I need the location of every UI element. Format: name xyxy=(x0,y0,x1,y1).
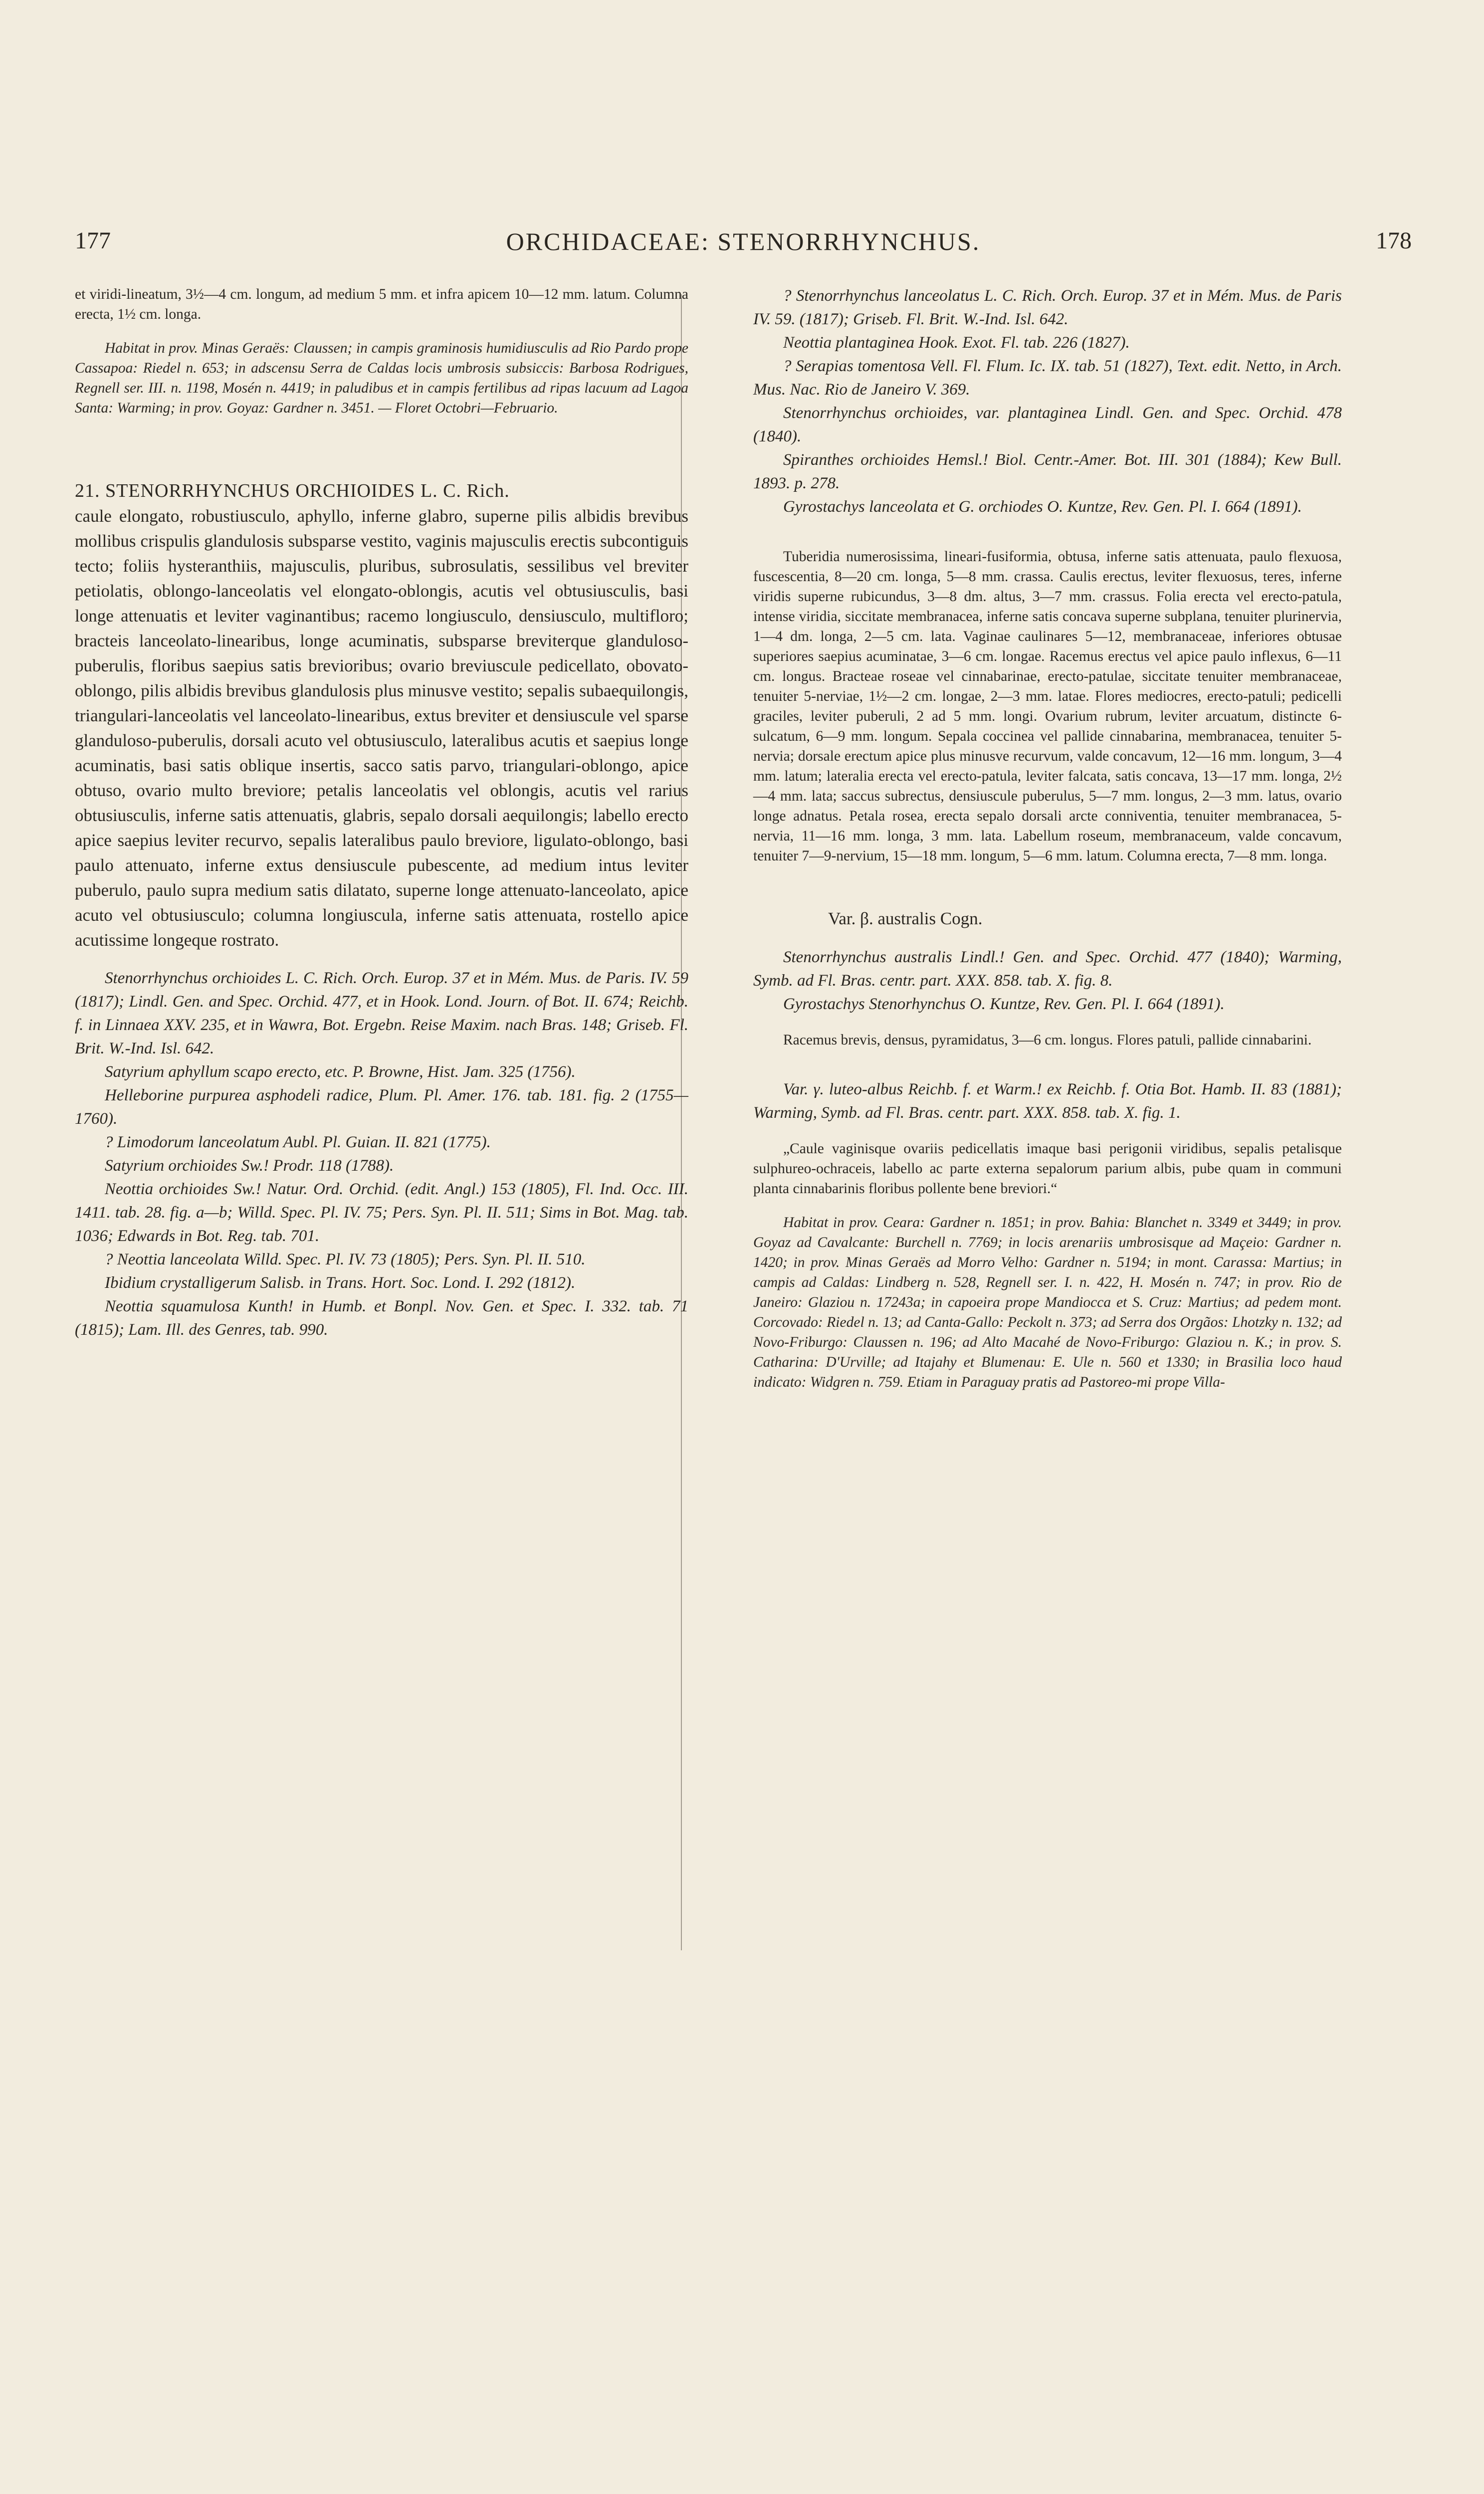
synonym-entry: Neottia plantaginea Hook. Exot. Fl. tab. 226 (1827). xyxy=(783,334,1130,352)
continued-description: et viridi-lineatum, 3½—4 cm. longum, ad medium 5 mm. et infra apicem 10—12 mm. latum. Columna erecta, 1½ cm. longa. xyxy=(75,286,688,322)
synonym-entry: ? Stenorrhynchus lanceolatus L. C. Rich. Orch. Europ. 37 et in Mém. Mus. de Paris IV. 59. (1817); Griseb. Fl. Brit. W.-Ind. Isl. 642. xyxy=(753,287,1342,328)
synonym-entry: Gyrostachys Stenorhynchus O. Kuntze, Rev. Gen. Pl. I. 664 (1891). xyxy=(783,995,1225,1013)
synonym-entry: Satyrium orchioides Sw.! Prodr. 118 (1788). xyxy=(105,1157,394,1175)
synonym-entry: Stenorrhynchus orchioides L. C. Rich. Orch. Europ. 37 et in Mém. Mus. de Paris. IV. 59 (1817); Lindl. Gen. and Spec. Orchid. 477, et in Hook. Lond. Journ. of Bot. II. 674; Reichb. f. in Linnaea XXV. 235, et in Wawra, Bot. Ergebn. Reise Maxim. nach Bras. 148; Griseb. Fl. Brit. W.-Ind. Isl. 642. xyxy=(75,969,688,1057)
synonym-entry: Neottia orchioides Sw.! Natur. Ord. Orchid. (edit. Angl.) 153 (1805), Fl. Ind. Occ. III. 1411. tab. 28. fig. a—b; Willd. Spec. Pl. IV. 75; Pers. Syn. Pl. II. 511; Sims in Bot. Mag. tab. 1036; Edwards in Bot. Reg. tab. 701. xyxy=(75,1180,688,1245)
synonym-entry: Neottia squamulosa Kunth! in Humb. et Bonpl. Nov. Gen. et Spec. I. 332. tab. 71 (1815); Lam. Ill. des Genres, tab. 990. xyxy=(75,1297,688,1339)
right-column xyxy=(753,284,1342,1392)
variety-beta-heading: Var. β. australis Cogn. xyxy=(828,909,983,928)
synonymy-list xyxy=(753,284,1342,519)
variety-beta-description: Racemus brevis, densus, pyramidatus, 3—6 cm. longus. Flores patuli, pallide cinnabarini. xyxy=(783,1032,1312,1048)
synonym-entry: Stenorrhynchus orchioides, var. plantaginea Lindl. Gen. and Spec. Orchid. 478 (1840). xyxy=(753,404,1342,445)
morphology-description: Tuberidia numerosissima, lineari-fusiformia, obtusa, inferne satis attenuata, paulo flexuosa, fuscescentia, 8—20 cm. longa, 5—8 mm. crassa. Caulis erectus, leviter flexuosus, teres, inferne viridis superne rubicundus, 3—8 dm. altus, 3—7 mm. crassus. Folia erecta vel erecto-patula, intense viridia, siccitate membranacea, inferne satis concava superne subplana, tenuiter plurinervia, 1—4 dm. longa, 2—5 cm. lata. Vaginae caulinares 5—12, membranaceae, inferiores obtusae superiores saepius acuminatae, 3—6 cm. longae. Racemus erectus vel apice paulo inflexus, 6—11 cm. longus. Bracteae roseae vel cinnabarinae, erecto-patulae, siccitate tenuiter membranaceae, tenuiter 5-nerviae, 1½—2 cm. longae, 2—3 mm. latae. Flores mediocres, erecto-patuli; pedicelli graciles, leviter puberuli, 2 ad 5 mm. longi. Ovarium rubrum, leviter arcuatum, distincte 6-sulcatum, 6—9 mm. longum. Sepala coccinea vel pallide cinnabarina, membranacea, tenuiter 5-nervia; dorsale erectum apice plus minusve recurvum, valde concavum, 12—16 mm. longum, 3—4 mm. latum; lateralia erecta vel erecto-patula, leviter falcata, satis concava, 13—17 mm. longa, 2½—4 mm. lata; saccus subrectus, densiuscule puberulus, 5—7 mm. longus, 2—3 mm. latus, ovario longe adnatus. Petala rosea, erecta sepalo dorsali arcte conniventia, tenuiter membranacea, 5-nervia, 11—16 mm. longa, 3 mm. lata. Labellum roseum, membranaceum, valde concavum, tenuiter 7—9-nervium, 15—18 mm. longum, 5—6 mm. latum. Columna erecta, 7—8 mm. longa. xyxy=(753,549,1342,864)
synonym-entry: ? Serapias tomentosa Vell. Fl. Flum. Ic. IX. tab. 51 (1827), Text. edit. Netto, in Arch. Mus. Nac. Rio de Janeiro V. 369. xyxy=(753,357,1342,399)
running-title: ORCHIDACEAE: STENORRHYNCHUS. xyxy=(506,227,981,255)
synonym-entry: Gyrostachys lanceolata et G. orchiodes O. Kuntze, Rev. Gen. Pl. I. 664 (1891). xyxy=(783,498,1302,516)
page-header xyxy=(75,227,1412,267)
variety-gamma-heading: Var. γ. luteo-albus Reichb. f. et Warm.! ex Reichb. f. Otia Bot. Hamb. II. 83 (1881); Warming, Symb. ad Fl. Bras. centr. part. XXX. 858. tab. X. fig. 1. xyxy=(753,1080,1342,1122)
synonym-entry: Stenorrhynchus australis Lindl.! Gen. and Spec. Orchid. 477 (1840); Warming, Symb. ad Fl. Bras. centr. part. XXX. 858. tab. X. fig. 8. xyxy=(753,948,1342,990)
habitat-paragraph: Habitat in prov. Minas Geraës: Claussen; in campis graminosis humidiusculis ad Rio Pardo prope Cassapoa: Riedel n. 653; in adscensu Serra de Caldas locis umbrosis subsiccis: Barbosa Rodrigues, Regnell ser. III. n. 1198, Mosén n. 4419; in paludibus et in campis fertilibus ad ripas lacuum ad Lagoa Santa: Warming; in prov. Goyaz: Gardner n. 3451. — Floret Octobri—Februario. xyxy=(75,340,688,416)
synonymy-list xyxy=(75,967,688,1342)
page-number-left: 177 xyxy=(75,227,111,254)
synonym-entry: Ibidium crystalligerum Salisb. in Trans. Hort. Soc. Lond. I. 292 (1812). xyxy=(105,1274,576,1292)
habitat-paragraph: Habitat in prov. Ceara: Gardner n. 1851; in prov. Bahia: Blanchet n. 3349 et 3449; in prov. Goyaz ad Cavalcante: Burchell n. 7769; in locis arenariis umbrosisque ad Maçeio: Gardner n. 1420; in prov. Minas Geraës ad Morro Velho: Gardner n. 5194; in mont. Carassa: Martius; in campis ad Caldas: Lindberg n. 528, Regnell ser. I. n. 422, H. Mosén n. 747; in prov. Rio de Janeiro: Glaziou n. 17243a; in capoeira prope Mandiocca et S. Cruz: Martius; ad pedem mont. Corcovado: Riedel n. 13; ad Canta-Gallo: Peckolt n. 373; ad Serra dos Orgãos: Lhotzky n. 132; ad Novo-Friburgo: Claussen n. 196; ad Alto Macahé de Novo-Friburgo: Glaziou n. K.; in prov. S. Catharina: D'Urville; ad Itajahy et Blumenau: E. Ule n. 560 et 1330; in Brasilia loco haud indicato: Widgren n. 759. Etiam in Paraguay pratis ad Pastoreo-mi prope Villa- xyxy=(753,1215,1342,1390)
left-column xyxy=(75,284,688,1342)
synonym-entry: ? Neottia lanceolata Willd. Spec. Pl. IV. 73 (1805); Pers. Syn. Pl. II. 510. xyxy=(105,1250,586,1268)
species-heading: 21. STENORRHYNCHUS ORCHIOIDES L. C. Rich. xyxy=(75,480,510,501)
species-description: caule elongato, robustiusculo, aphyllo, inferne glabro, superne pilis albidis brevibus mollibus crispulis glandulosis subsparse vestito, vaginis majusculis erectis subcontiguis tecto; foliis hysteranthiis, majusculis, pluribus, subrosulatis, sessilibus vel breviter petiolatis, oblongo-lanceolatis vel elongato-oblongis, acutis vel obtusiusculis, basi longe attenuatis et leviter vaginantibus; racemo longiusculo, densiusculo, multifloro; bracteis lanceolato-linearibus, longe acuminatis, subsparse breviterque glanduloso-puberulis, floribus saepius satis brevioribus; ovario breviuscule pedicellato, obovato-oblongo, pilis albidis brevibus glandulosis plus minusve vestito; sepalis subaequilongis, triangulari-lanceolatis vel lanceolato-linearibus, extus breviter et densiuscule vel sparse glanduloso-puberulis, dorsali acuto vel obtusiusculo, lateralibus acutis et saepius longe acuminatis, basi satis oblique insertis, sacco satis parvo, triangulari-oblongo, apice obtuso, ovario multo breviore; petalis lanceolatis vel oblongis, acutis vel rarius obtusiusculis, inferne satis attenuatis, glabris, sepalo dorsali aequilongis; labello erecto apice saepius leviter recurvo, sepalis lateralibus paulo breviore, ligulato-oblongo, basi paulo attenuato, inferne extus densiuscule pubescente, ad medium intus leviter puberulo, paulo supra medium satis dilatato, superne longe attenuato-lanceolato, apice acuto vel obtusiusculo; columna longiuscula, inferne satis attenuata, rostello apice acutissime longeque rostrato. xyxy=(75,506,688,950)
synonym-entry: Satyrium aphyllum scapo erecto, etc. P. Browne, Hist. Jam. 325 (1756). xyxy=(105,1063,576,1081)
variety-gamma-quote: „Caule vaginisque ovariis pedicellatis imaque basi perigonii viridibus, sepalis petalisque sulphureo-ochraceis, labello ac parte externa sepalorum parium albis, pube quam in communi planta cinnabarinis floribus pollente bene breviori.“ xyxy=(753,1141,1342,1197)
synonym-entry: ? Limodorum lanceolatum Aubl. Pl. Guian. II. 821 (1775). xyxy=(105,1133,491,1151)
synonym-entry: Helleborine purpurea asphodeli radice, Plum. Pl. Amer. 176. tab. 181. fig. 2 (1755—1760). xyxy=(75,1086,688,1128)
synonym-entry: Spiranthes orchioides Hemsl.! Biol. Centr.-Amer. Bot. III. 301 (1884); Kew Bull. 1893. p. 278. xyxy=(753,451,1342,492)
page-number-right: 178 xyxy=(1376,227,1412,254)
